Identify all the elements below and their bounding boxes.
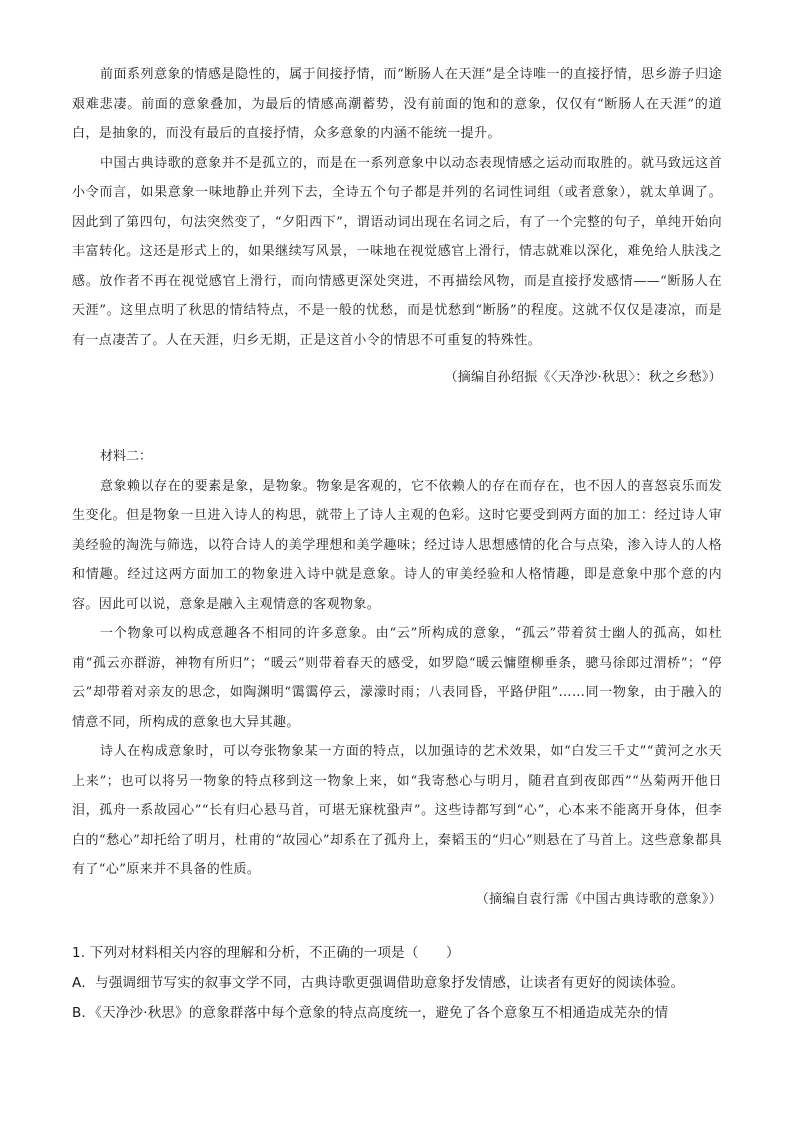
question-section [72,938,722,1028]
question-stem: 1. 下列对材料相关内容的理解和分析，不正确的一项是（ ） [72,945,460,961]
material-two-paragraph-2: 一个物象可以构成意趣各不相同的许多意象。由“云”所构成的意象，“孤云”带着贫士幽人的孤高，如杜甫“孤云亦群游，神物有所归”；“暖云”则带着春天的感受，如罗隐“暖云慵堕柳垂条，骢马徐郎过渭桥”；“停云”却带着对亲友的思念，如陶渊明“霭霭停云，濛濛时雨；八表同昏，平路伊阻”……同一物象，由于融入的情意不同，所构成的意象也大异其趣。 [72,626,722,730]
material-two-label: 材料二： [100,449,153,464]
material-one-paragraph-2: 中国古典诗歌的意象并不是孤立的，而是在一系列意象中以动态表现情感之运动而取胜的。就马致远这首小令而言，如果意象一味地静止并列下去，全诗五个句子都是并列的名词性词组（或者意象），就太单调了。因此到了第四句，句法突然变了，“夕阳西下”，谓语动词出现在名词之后，有了一个完整的句子，单纯开始向丰富转化。这还是形式上的，如果继续写风景，一味地在视觉感官上滑行，情志就难以深化，难免给人肤浅之感。放作者不再在视觉感官上滑行，而向情感更深处突进，不再描绘风物，而是直接抒发感情——“断肠人在天涯”。这里点明了秋思的情结特点，不是一般的忧愁，而是忧愁到“断肠”的程度。这就不仅仅是凄凉，而是有一点凄苦了。人在天涯，归乡无期，正是这首小令的情思不可重复的特殊性。 [72,155,722,348]
material-one-source: （摘编自孙绍振《〈天净沙·秋思〉：秋之乡愁》） [444,370,722,385]
material-two-paragraph-1: 意象赖以存在的要素是象，是物象。物象是客观的，它不依赖人的存在而存在，也不因人的喜怒哀乐而发生变化。但是物象一旦进入诗人的构思，就带上了诗人主观的色彩。这时它要受到两方面的加工：经过诗人审美经验的淘洗与筛选，以符合诗人的美学理想和美学趣味；经过诗人思想感情的化合与点染，渗入诗人的人格和情趣。经过这两方面加工的物象进入诗中就是意象。诗人的审美经验和人格情趣，即是意象中那个意的内容。因此可以说，意象是融入主观情意的客观物象。 [72,478,722,612]
option-a[interactable]: A．与强调细节写实的叙事文学不同，古典诗歌更强调借助意象抒发情感，让读者有更好的阅读体验。 [72,975,685,991]
option-b[interactable]: B．《天净沙·秋思》的意象群落中每个意象的特点高度统一，避免了各个意象互不相通造成芜杂的情 [72,1005,669,1021]
material-one-section [72,60,722,393]
material-two-source: （摘编自袁行霈《中国古典诗歌的意象》） [475,891,722,907]
material-two-paragraph-3: 诗人在构成意象时，可以夸张物象某一方面的特点，以加强诗的艺术效果，如“白发三千丈”“黄河之水天上来”；也可以将另一物象的特点移到这一物象上来，如“我寄愁心与明月，随君直到夜郎西”“丛菊两开他日泪，孤舟一系故园心”“长有归心悬马首，可堪无寐枕蛩声”。这些诗都写到“心”，心本来不能离开身体，但李白的“愁心”却托给了明月，杜甫的“故园心”却系在了孤舟上，秦韬玉的“归心”则悬在了马首上。这些意象都具有了“心”原来并不具备的性质。 [72,744,722,877]
material-two-section [72,442,722,914]
material-one-paragraph-1: 前面系列意象的情感是隐性的，属于间接抒情，而“断肠人在天涯”是全诗唯一的直接抒情，思乡游子归途艰难悲凄。前面的意象叠加，为最后的情感高潮蓄势，没有前面的饱和的意象，仅仅有“断肠人在天涯”的道白，是抽象的，而没有最后的直接抒情，众多意象的内涵不能统一提升。 [72,67,722,141]
